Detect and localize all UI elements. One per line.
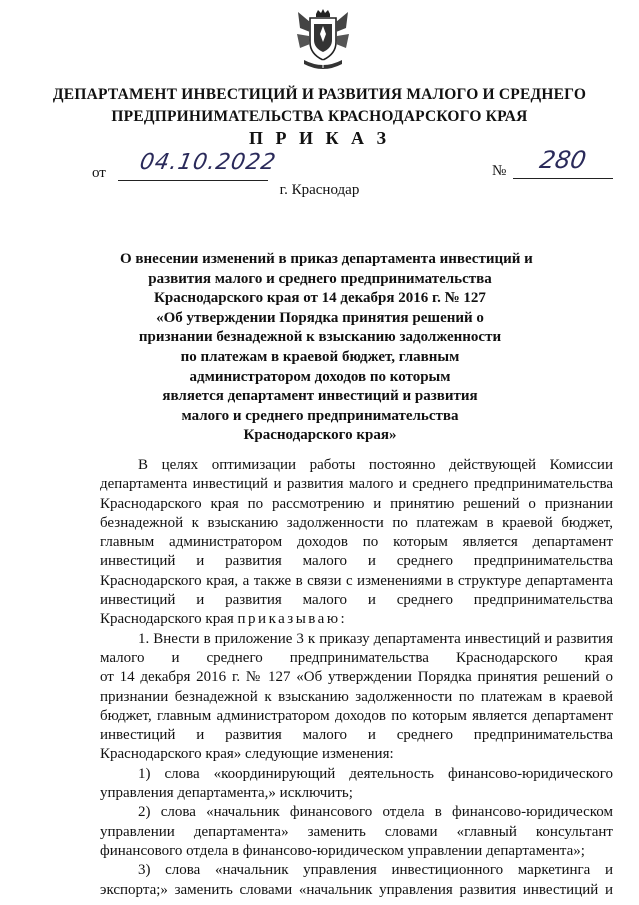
body-line: 1. Внести в приложение 3 к приказу департамента инвестиций и развития [138,630,613,647]
body-line: управлении департамента» заменить словами «главный консультант [100,823,613,840]
document-type: П Р И К А З [248,128,391,148]
subject-line: Краснодарского края от 14 декабря 2016 г. № 127 [154,290,486,307]
city: г. Краснодар [279,182,360,198]
subject-line: малого и среднего предпринимательства [181,407,459,424]
subject-line: Краснодарского края» [243,427,397,444]
date-underline [118,180,268,181]
body-line: от 14 декабря 2016 г. № 127 «Об утверждении Порядка принятия решений о [100,669,613,686]
body-line: управления департамента,» исключить; [100,785,353,802]
number-underline [513,178,613,179]
body-line: Краснодарского края, а также в связи с изменениями в структуре департамента [100,572,613,589]
subject-line: администратором доходов по которым [189,368,451,385]
number-label: № [492,163,507,179]
document-body [100,456,613,900]
body-text: Краснодарского края [100,611,238,628]
subject-line: О внесении изменений в приказ департамента инвестиций и [120,251,533,267]
body-line: инвестиций и развития малого и среднего предпринимательства [100,592,613,609]
body-line: инвестиций и развития малого и среднего предпринимательства [100,553,613,570]
body-line: 2) слова «начальник финансового отдела в финансово-юридическом [138,804,613,821]
body-line: В целях оптимизации работы постоянно действующей Комиссии [138,457,613,473]
organization-name [40,84,599,128]
subject-line: признании безнадежной к взысканию задолженности [138,329,502,346]
body-line: департамента инвестиций и развития малого и среднего предпринимательства [100,476,613,493]
date-label: от [92,165,106,181]
body-line: финансового отдела в финансово-юридическом управлении департамента»; [100,842,585,859]
body-line: малого и среднего предпринимательства Краснодарского края [100,649,613,666]
subject-line: по платежам в краевой бюджет, главным [180,348,460,365]
body-line: Краснодарского края по рассмотрению и принятию решений о признании [100,495,613,512]
body-line: экспорта;» заменить словами «начальник управления развития инвестиций и [100,881,613,898]
body-line [100,610,613,629]
org-line-1: ДЕПАРТАМЕНТ ИНВЕСТИЦИЙ И РАЗВИТИЯ МАЛОГО И СРЕДНЕГО [52,86,587,103]
number-handwritten: 280 [537,146,589,174]
order-word: приказываю: [237,611,348,628]
subject-line: «Об утверждении Порядка принятия решений о [156,309,484,326]
body-line: безнадежной к взысканию задолженности по платежам в краевой бюджет, [100,514,613,531]
body-line: главным администратором доходов по которым является департамент [100,534,613,551]
date-handwritten: 04.10.2022 [137,150,279,175]
body-line: Краснодарского края» следующие изменения: [100,746,394,763]
document-subject [120,250,533,446]
org-line-2: ПРЕДПРИНИМАТЕЛЬСТВА КРАСНОДАРСКОГО КРАЯ [111,108,528,125]
body-line: 3) слова «начальник управления инвестиционного маркетинга и [138,862,613,879]
body-line: бюджет, главным администратором доходов по которым является департамент [100,707,613,724]
body-line: инвестиций и развития малого и среднего предпринимательства [100,727,613,744]
subject-line: развития малого и среднего предпринимательства [148,270,492,287]
coat-of-arms-icon [296,8,350,74]
body-line: признании безнадежной к взысканию задолженности по платежам в краевой [100,688,613,705]
subject-line: является департамент инвестиций и развития [162,388,478,405]
body-line: 1) слова «координирующий деятельность финансово-юридического [138,765,613,782]
